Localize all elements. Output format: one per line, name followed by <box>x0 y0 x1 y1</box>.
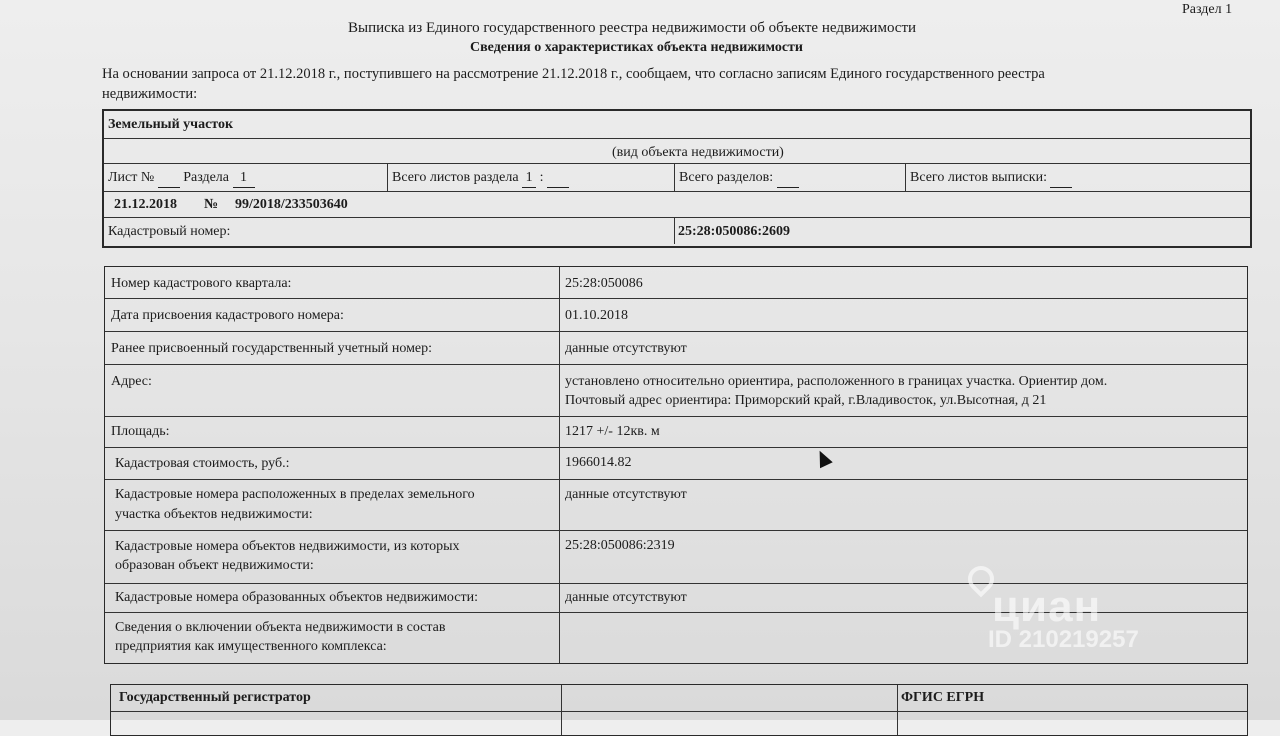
basis-text: На основании запроса от 21.12.2018 г., поступившего на рассмотрение 21.12.2018 г., сообщаем, что согласно записям Единого государственного реестра <box>102 66 1045 82</box>
row-label-contained-objects-line2: участка объектов недвижимости: <box>115 507 313 522</box>
cadastral-number-label: Кадастровый номер: <box>108 224 231 239</box>
row-label-area: Площадь: <box>111 424 170 439</box>
row-value-area: 1217 +/- 12кв. м <box>565 424 660 439</box>
sheet-number <box>108 169 255 188</box>
registrar-table <box>110 684 1248 736</box>
document-title: Выписка из Единого государственного реестра недвижимости об объекте недвижимости <box>348 20 917 36</box>
number-sign: № <box>204 197 219 212</box>
sheet-label: Лист № <box>108 170 155 185</box>
row-value-cadastral-cost: 1966014.82 <box>565 455 632 470</box>
registrar-label: Государственный регистратор <box>119 690 311 705</box>
object-info-box <box>102 109 1252 248</box>
row-value-address-line1: установлено относительно ориентира, расположенного в границах участка. Ориентир дом. <box>565 374 1108 389</box>
row-label-enterprise-line2: предприятия как имущественного комплекса: <box>115 639 387 654</box>
total-sections <box>679 169 799 188</box>
object-type: Земельный участок <box>108 117 234 132</box>
section-marker: Раздел 1 <box>1182 2 1233 17</box>
total-sections-label: Всего разделов: <box>679 170 774 185</box>
row-value-source-objects: 25:28:050086:2319 <box>565 538 675 553</box>
row-label-address: Адрес: <box>111 374 152 389</box>
sheet-value <box>158 169 180 188</box>
total-sheets-value <box>1050 169 1072 188</box>
row-label-contained-objects-line1: Кадастровые номера расположенных в пределах земельного <box>115 487 475 502</box>
row-label-formed-objects: Кадастровые номера образованных объектов недвижимости: <box>115 590 478 605</box>
total-sheets-label: Всего листов выписки: <box>910 170 1047 185</box>
row-label-source-objects-line1: Кадастровые номера объектов недвижимости, из которых <box>115 539 460 554</box>
watermark-id: ID 210219257 <box>988 626 1139 653</box>
total-sheets <box>910 169 1072 188</box>
registrar-value: ФГИС ЕГРН <box>901 690 985 705</box>
watermark-brand: циан <box>992 582 1102 631</box>
row-label-enterprise-line1: Сведения о включении объекта недвижимости в состав <box>115 620 446 635</box>
total-sheets-section: Всего листов раздела 1 : <box>392 169 569 188</box>
row-value-assignment-date: 01.10.2018 <box>565 308 628 323</box>
row-value-address-line2: Почтовый адрес ориентира: Приморский край, г.Владивосток, ул.Высотная, д 21 <box>565 393 1047 408</box>
row-value-cadastral-quarter: 25:28:050086 <box>565 276 643 291</box>
section-value: 1 <box>233 169 255 188</box>
row-label-assignment-date: Дата присвоения кадастрового номера: <box>111 308 344 323</box>
extract-date: 21.12.2018 <box>114 197 177 212</box>
row-value-previous-number: данные отсутствуют <box>565 341 687 356</box>
row-label-cadastral-quarter: Номер кадастрового квартала: <box>111 276 292 291</box>
cadastral-number-value: 25:28:050086:2609 <box>678 224 790 239</box>
basis-text-continued: недвижимости: <box>102 86 198 102</box>
extract-number: 99/2018/233503640 <box>235 197 348 212</box>
total-sheets-section-value: 1 <box>522 169 536 188</box>
section-label: Раздела <box>183 170 230 185</box>
document-subtitle: Сведения о характеристиках объекта недвижимости <box>470 40 803 55</box>
row-label-previous-number: Ранее присвоенный государственный учетный номер: <box>111 341 433 356</box>
row-value-formed-objects: данные отсутствуют <box>565 590 687 605</box>
row-label-cadastral-cost: Кадастровая стоимость, руб.: <box>115 456 290 471</box>
total-sheets-section-label: Всего листов раздела <box>392 170 519 185</box>
total-sheets-section-blank <box>547 169 569 188</box>
total-sections-value <box>777 169 799 188</box>
watermark <box>948 582 1139 654</box>
row-label-source-objects-line2: образован объект недвижимости: <box>115 558 314 573</box>
row-value-contained-objects: данные отсутствуют <box>565 487 687 502</box>
object-type-caption: (вид объекта недвижимости) <box>612 145 784 160</box>
